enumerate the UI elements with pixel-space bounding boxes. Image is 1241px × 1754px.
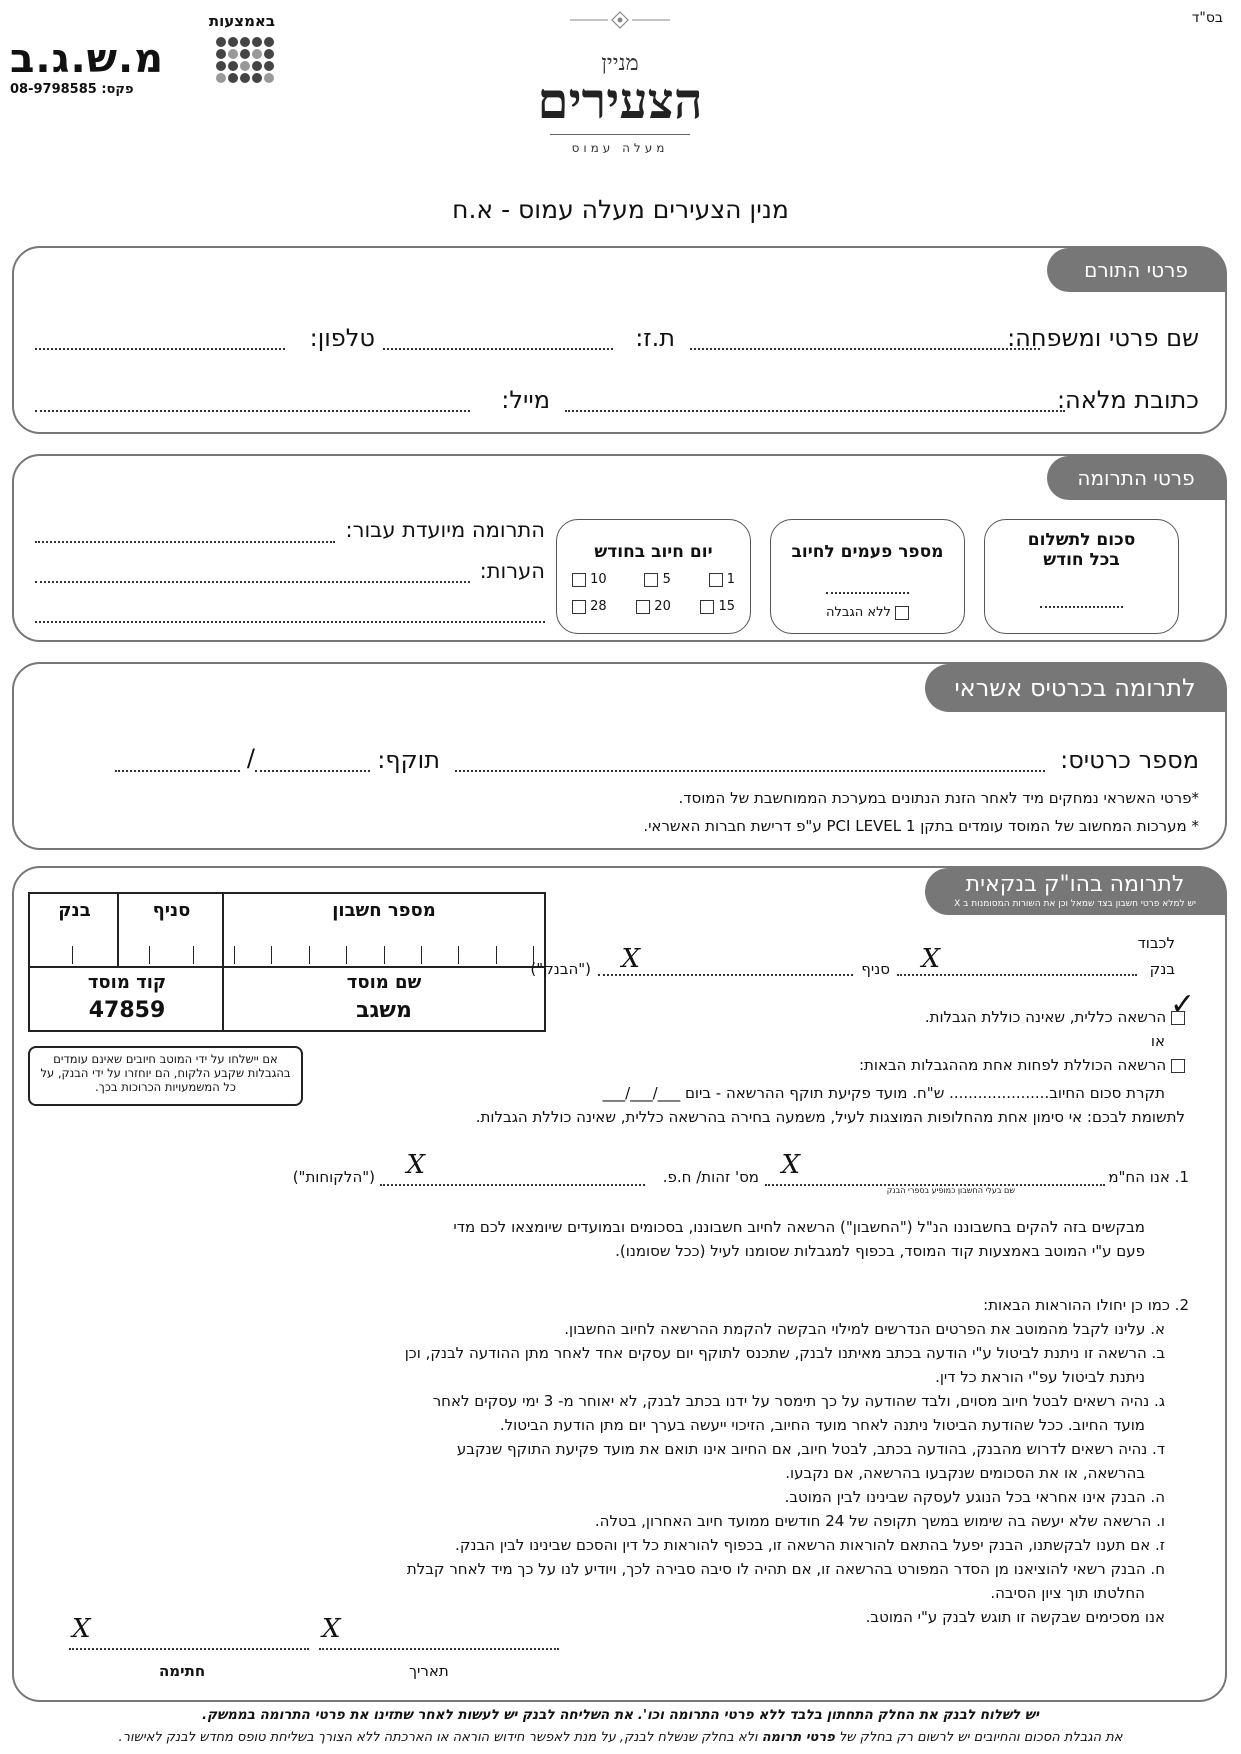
signature-label: חתימה <box>159 1662 206 1680</box>
email-label: מייל: <box>501 386 550 414</box>
x-mark: X <box>921 944 940 974</box>
org-code-value: 47859 <box>88 998 166 1023</box>
agree-line: אנו מסכימים שבקשה זו תוגש לבנק ע"י המוטב. <box>865 1608 1165 1626</box>
x-mark: X <box>621 944 640 974</box>
we-label: 1. אנו הח"מ <box>1108 1168 1189 1186</box>
day-option[interactable]: 20 <box>636 599 671 614</box>
validity-year-field[interactable] <box>255 770 370 772</box>
holders-note: שם בעלי החשבון כמופיע בספרי הבנק <box>886 1186 1015 1195</box>
phone-label: טלפון: <box>309 324 375 352</box>
org-name-value: משגב <box>356 998 412 1023</box>
account-number-cells[interactable] <box>234 946 534 966</box>
bank-warning: אם יישלחו על ידי המוטב חיובים שאינם עומדים בהגבלות שקבע הלקוח, הם יוחזרו על ידי הבנק, על כל המשמעויות הכרוכות בכך. <box>28 1046 303 1106</box>
card-label: מספר כרטיס: <box>1060 746 1199 774</box>
org-logo <box>510 50 730 180</box>
footer-line-2: את הגבלת הסכום והחיובים יש לרשום רק בחלק של פרטי תרומה ולא בחלק שנשלח לבנק, על מנת לאפשר חידוש הוראה או הארכתה ללא הצורך בשליחת טופס מחדש לבנק לאישור. <box>118 1730 1123 1745</box>
id-label: ת.ז: <box>635 324 675 352</box>
clause-h-cont: החלטתו תוך ציון הסיבה. <box>990 1584 1145 1602</box>
holder-id-field[interactable] <box>380 1184 645 1186</box>
times-title: מספר פעמים לחיוב <box>791 542 944 562</box>
donation-section <box>12 454 1227 642</box>
amount-field[interactable] <box>1040 606 1123 608</box>
clause-a: א. עלינו לקבל מהמוטב את הפרטים הנדרשים למילוי הבקשה להקמת ההרשאה לחיוב החשבון. <box>564 1320 1165 1338</box>
branch-name-field[interactable] <box>598 974 853 976</box>
option-general[interactable] <box>924 986 1196 1030</box>
option-limited[interactable] <box>859 1052 1185 1078</box>
ceiling-line: תקרת סכום החיוב..................... ש"ח. מועד פקיעת תוקף ההרשאה - ביום ___/___/___ <box>602 1084 1165 1102</box>
col-bank-header: בנק <box>58 900 91 921</box>
bank-tab <box>925 868 1225 915</box>
dots-logo-icon <box>215 36 275 92</box>
option-limited-label: הרשאה הכוללת לפחות אחת מההגבלות הבאות: <box>858 1056 1167 1074</box>
day-box <box>556 519 751 634</box>
checkmark-icon: ✓ <box>1170 986 1196 1022</box>
via-label: באמצעות <box>208 12 275 30</box>
or-label: או <box>1150 1032 1165 1050</box>
bank-label: בנק <box>1149 960 1175 978</box>
para1-line1: מבקשים בזה להקים בחשבוננו הנ"ל ("החשבון") הרשאה לחיוב חשבוננו, בסכומים ובמועדים שיומצאו לכם מדי <box>453 1218 1145 1236</box>
col-account-header: מספר חשבון <box>332 900 436 921</box>
no-limit-checkbox[interactable] <box>895 606 909 620</box>
signature-field[interactable] <box>69 1648 309 1650</box>
email-field[interactable] <box>35 410 470 412</box>
credit-tab: לתרומה בכרטיס אשראי <box>925 664 1225 712</box>
times-box <box>770 519 965 634</box>
times-field[interactable] <box>826 592 909 594</box>
the-bank-label: ("הבנק") <box>530 960 591 978</box>
footer-line-1: יש לשלוח לבנק את החלק התחתון בלבד ללא פרטי התרומה וכו'. את השליחה לבנק יש לעשות לאחר שתזינו את פרטי התרומה בממשק. <box>202 1707 1039 1723</box>
notes-field-2[interactable] <box>35 621 545 623</box>
clause-c-cont: מועד החיוב. ככל שהודעת הביטול ניתנה לאחר מועד החיוב, הזיכוי ייעשה בערך יום מתן הודעת הביטול. <box>499 1416 1145 1434</box>
id-field[interactable] <box>383 348 613 350</box>
attention-line: לתשומת לבכם: אי סימון אחת מהחלופות המוצגות לעיל, משמעה בחירה בהרשאה כללית, שאינה כוללת הגבלות. <box>475 1108 1185 1126</box>
clause-d-cont: בהרשאה, או את הסכומים שנקבעו בהרשאה, אם נקבעו. <box>785 1464 1145 1482</box>
logo-sub-bottom: מעלה עמוס <box>571 141 669 155</box>
day-option[interactable]: 10 <box>572 572 607 587</box>
credit-note-2: * מערכות המחשוב של המוסד עומדים בתקן PCI LEVEL 1 ע"פ דרישת חברות האשראי. <box>643 817 1199 835</box>
fax-number: פקס: 08-9798585 <box>10 82 134 97</box>
phone-field[interactable] <box>35 348 285 350</box>
bank-tab-sub: יש למלא פרטי חשבון בצד שמאל וכן את השורות המסומנות ב X <box>954 899 1196 909</box>
day-option[interactable]: 28 <box>572 599 607 614</box>
day-option[interactable]: 15 <box>700 599 735 614</box>
logo-sub-top: מניין <box>601 51 639 76</box>
branch-number-cells[interactable] <box>149 946 194 966</box>
clause-g: ז. אם תענו לבקשתנו, הבנק יפעל בהתאם להוראות הרשאה זו, בכפוף להוראות כל דין והסכם שבינינו לבין הבנק. <box>455 1536 1165 1554</box>
clause-b: ב. הרשאה זו ניתנת לביטול ע"י הודעה בכתב מאיתנו לבנק, שתכנס לתוקף יום עסקים אחד לאחר מתן ההודעה לבנק, וכן <box>404 1344 1165 1362</box>
masgav-logo: מ.ש.ג.ב <box>10 36 165 82</box>
branch-label: סניף <box>861 960 890 978</box>
to-label: לכבוד <box>1137 934 1175 952</box>
org-code-label: קוד מוסד <box>87 972 167 993</box>
date-label: תאריך <box>409 1662 449 1680</box>
ornament-icon <box>570 10 670 30</box>
purpose-label: התרומה מיועדת עבור: <box>345 518 545 542</box>
notes-label: הערות: <box>479 559 545 583</box>
validity-slash: / <box>246 744 255 772</box>
x-mark: X <box>781 1150 800 1180</box>
org-name-label: שם מוסד <box>346 972 422 993</box>
bank-tab-title: לתרומה בהו"ק בנקאית <box>965 872 1185 897</box>
address-label: כתובת מלאה: <box>1056 386 1199 414</box>
address-field[interactable] <box>565 410 1065 412</box>
amount-title: סכום לתשלום בכל חודש <box>1027 530 1136 570</box>
day-title: יום חיוב בחודש <box>594 542 713 562</box>
clause-d: ד. נהיה רשאים לדרוש מהבנק, בהודעה בכתב, לבטל חיוב, אם החיוב אינו תואם את מועד פקיעת התוקף שנקבע <box>456 1440 1165 1458</box>
day-option[interactable]: 5 <box>644 572 670 587</box>
no-limit-label: ללא הגבלה <box>826 605 891 620</box>
para1-line2: פעם ע"י המוטב באמצעות קוד המוסד, בכפוף למגבלות שסומנו לעיל (ככל שסומנו). <box>615 1242 1145 1260</box>
donor-section <box>12 246 1227 434</box>
validity-month-field[interactable] <box>115 770 240 772</box>
x-mark: X <box>72 1614 91 1644</box>
bank-number-cells[interactable] <box>62 946 82 966</box>
clause-f: ו. הרשאה שלא יעשה בה שימוש במשך תקופה של 24 חודשים ממועד חיוב האחרון, בטלה. <box>594 1512 1165 1530</box>
logo-main: הצעירים <box>537 71 703 130</box>
bank-details-table <box>28 892 546 1032</box>
bank-section <box>12 866 1227 1702</box>
amount-box <box>984 519 1179 634</box>
notes-field[interactable] <box>35 581 470 583</box>
validity-label: תוקף: <box>377 746 440 774</box>
card-field[interactable] <box>455 770 1045 772</box>
clause-b-cont: ניתנת לביטול עפ"י הוראת כל דין. <box>935 1368 1145 1386</box>
clause-c: ג. נהיה רשאים לבטל חיוב מסוים, ולבד שהודעה על כך תימסר על ידנו בכתב לבנק, לא יאוחר מ- 3 ימי עסקים לאחר <box>432 1392 1165 1410</box>
date-field[interactable] <box>319 1648 559 1650</box>
name-label: שם פרטי ומשפחה: <box>1007 324 1199 352</box>
credit-section <box>12 662 1227 850</box>
day-option[interactable]: 1 <box>709 572 735 587</box>
masgav-block <box>10 12 275 102</box>
bank-name-field[interactable] <box>897 974 1137 976</box>
option-general-label: הרשאה כללית, שאינה כוללת הגבלות. <box>924 1008 1167 1026</box>
general-checkbox[interactable] <box>1170 986 1196 1025</box>
holder-id-label: מס' זהות/ ח.פ. <box>662 1168 759 1186</box>
clause-e: ה. הבנק אינו אחראי בכל הנוגע לעסקה שבינינו לבין המוטב. <box>784 1488 1165 1506</box>
credit-note-1: *פרטי האשראי נמחקים מיד לאחר הזנת הנתונים במערכת הממוחשבת של המוסד. <box>678 789 1199 807</box>
clients-label: ("הלקוחות") <box>292 1168 375 1186</box>
x-mark: X <box>322 1614 341 1644</box>
donor-tab: פרטי התורם <box>1047 248 1225 292</box>
para2-head: 2. כמו כן יחולו ההוראות הבאות: <box>983 1296 1189 1314</box>
limited-checkbox[interactable] <box>1171 1059 1185 1073</box>
bsd-mark: בס"ד <box>1191 10 1223 26</box>
form-title: מנין הצעירים מעלה עמוס - א.ח <box>452 195 789 224</box>
name-field[interactable] <box>690 348 1040 350</box>
col-branch-header: סניף <box>152 900 191 921</box>
donation-tab: פרטי התרומה <box>1047 456 1225 500</box>
x-mark: X <box>406 1150 425 1180</box>
clause-h: ח. הבנק רשאי להוציאנו מן הסדר המפורט בהרשאה זו, אם תהיה לו סיבה סבירה לכך, ויודיע לנו על כך מיד לאחר קבלת <box>406 1560 1165 1578</box>
purpose-field[interactable] <box>35 541 335 543</box>
ornament <box>570 10 670 30</box>
footer-emphasis: פרטי תרומה <box>761 1730 835 1745</box>
